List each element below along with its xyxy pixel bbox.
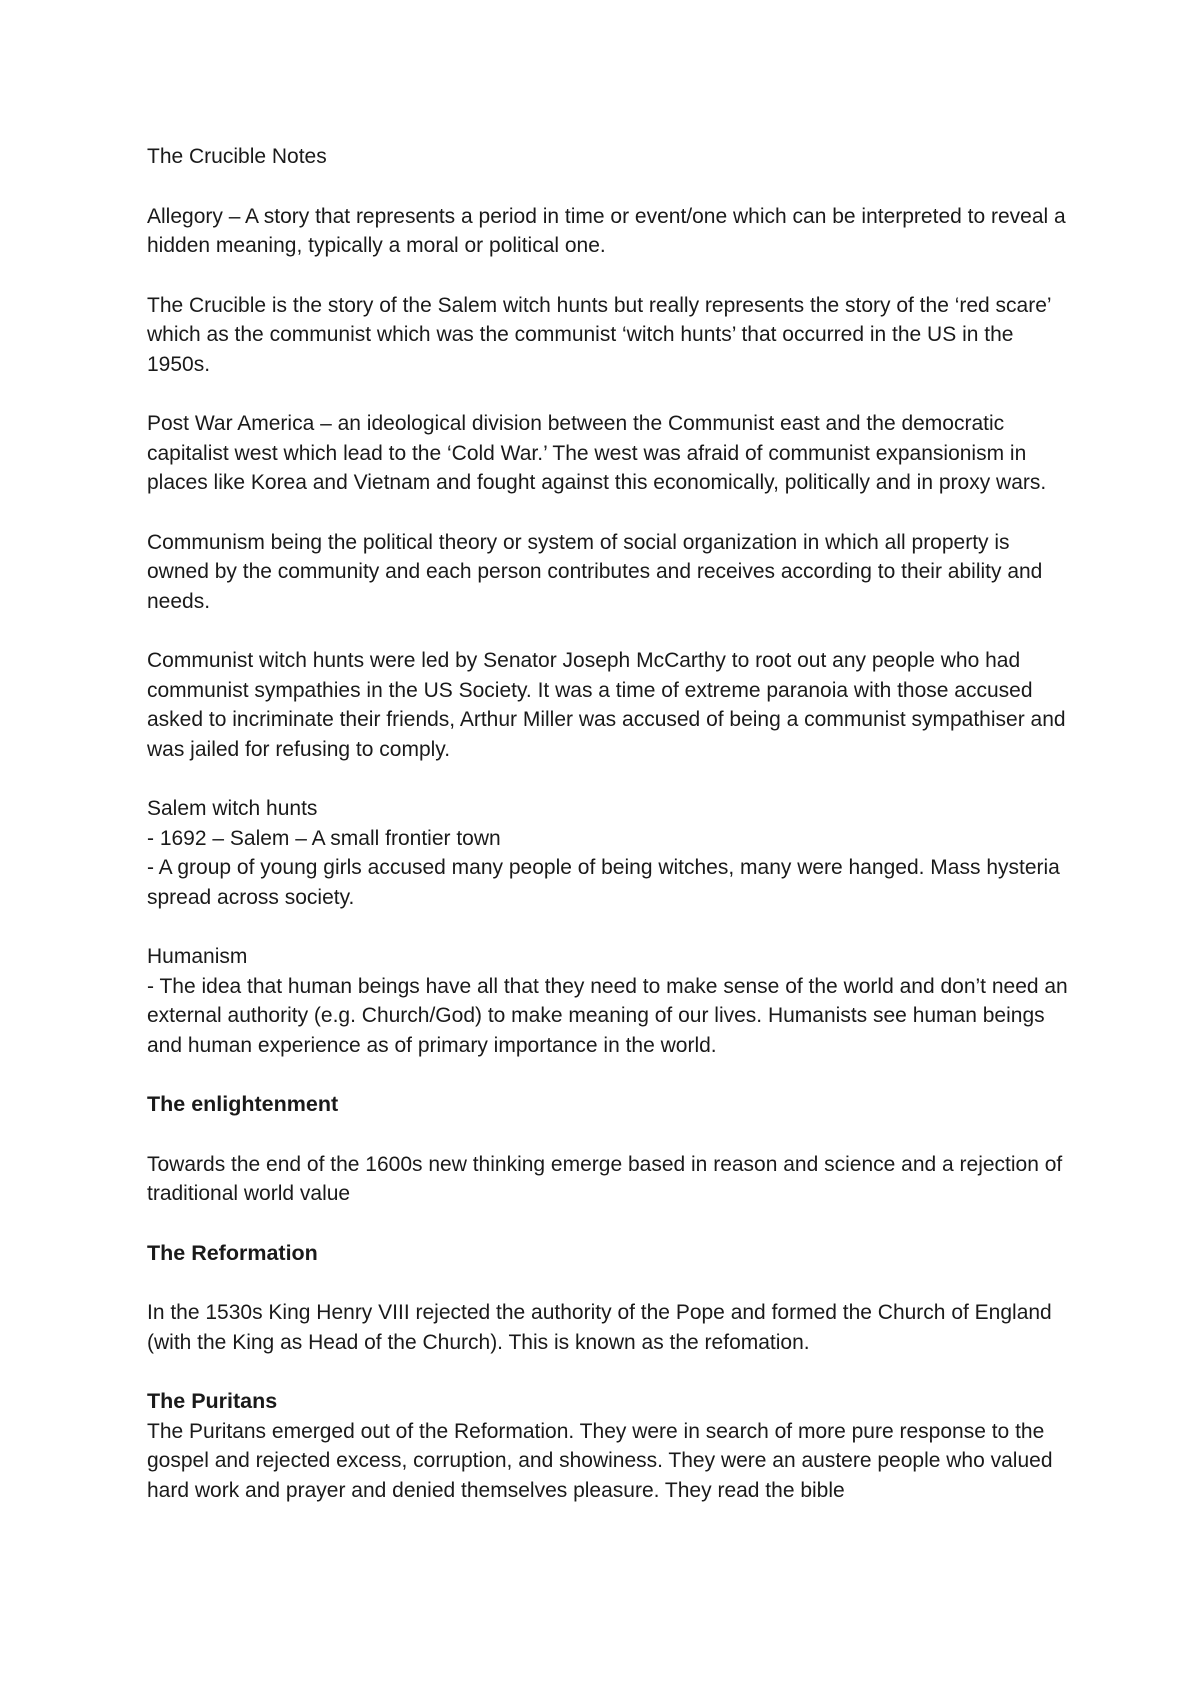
humanism-heading: Humanism	[147, 945, 248, 968]
allegory-paragraph: Allegory – A story that represents a period in time or event/one which can be interpreted to reveal a hidden meaning, typically a moral or political one.	[147, 204, 1066, 257]
witch-hunts-paragraph: Communist witch hunts were led by Senator Joseph McCarthy to root out any people who had communist sympathies in the US Society. It was a time of extreme paranoia with those accused asked to incriminate their friends, Arthur Miller was accused of being a communist sympathiser and was jailed for refusing to comply.	[147, 649, 1066, 761]
reformation-body: In the 1530s King Henry VIII rejected the authority of the Pope and formed the Church of England (with the King as Head of the Church). This is known as the refomation.	[147, 1301, 1052, 1354]
salem-bullet-1: - 1692 – Salem – A small frontier town	[147, 826, 501, 850]
document-page	[147, 142, 1072, 1505]
salem-heading: Salem witch hunts	[147, 797, 318, 820]
reformation-heading: The Reformation	[147, 1240, 318, 1265]
document-title: The Crucible Notes	[147, 145, 327, 168]
post-war-paragraph: Post War America – an ideological division between the Communist east and the democratic capitalist west which lead to the ‘Cold War.’ The west was afraid of communist expansionism in places like Korea and Vietnam and fought against this economically, politically and in proxy wars.	[147, 412, 1047, 494]
humanism-bullet-1: - The idea that human beings have all that they need to make sense of the world and don’t need an external authority (e.g. Church/God) to make meaning of our lives. Humanists see human beings and human experience as of primary importance in the world.	[147, 974, 1068, 1057]
enlightenment-body: Towards the end of the 1600s new thinking emerge based in reason and science and a rejection of traditional world value	[147, 1152, 1063, 1205]
crucible-story-paragraph: The Crucible is the story of the Salem witch hunts but really represents the story of the ‘red scare’ which as the communist which was the communist ‘witch hunts’ that occurred in the US in the 1950s.	[147, 293, 1051, 376]
salem-section	[147, 794, 1072, 912]
communism-paragraph: Communism being the political theory or system of social organization in which all property is owned by the community and each person contributes and receives according to their ability and needs.	[147, 530, 1043, 613]
puritans-body: The Puritans emerged out of the Reformation. They were in search of more pure response to the gospel and rejected excess, corruption, and showiness. They were an austere people who valued hard work and prayer and denied themselves pleasure. They read the bible	[147, 1419, 1053, 1502]
humanism-section	[147, 942, 1072, 1060]
enlightenment-heading: The enlightenment	[147, 1092, 339, 1116]
puritans-heading: The Puritans	[147, 1389, 278, 1413]
salem-bullet-2: - A group of young girls accused many people of being witches, many were hanged. Mass hysteria spread across society.	[147, 856, 1060, 909]
